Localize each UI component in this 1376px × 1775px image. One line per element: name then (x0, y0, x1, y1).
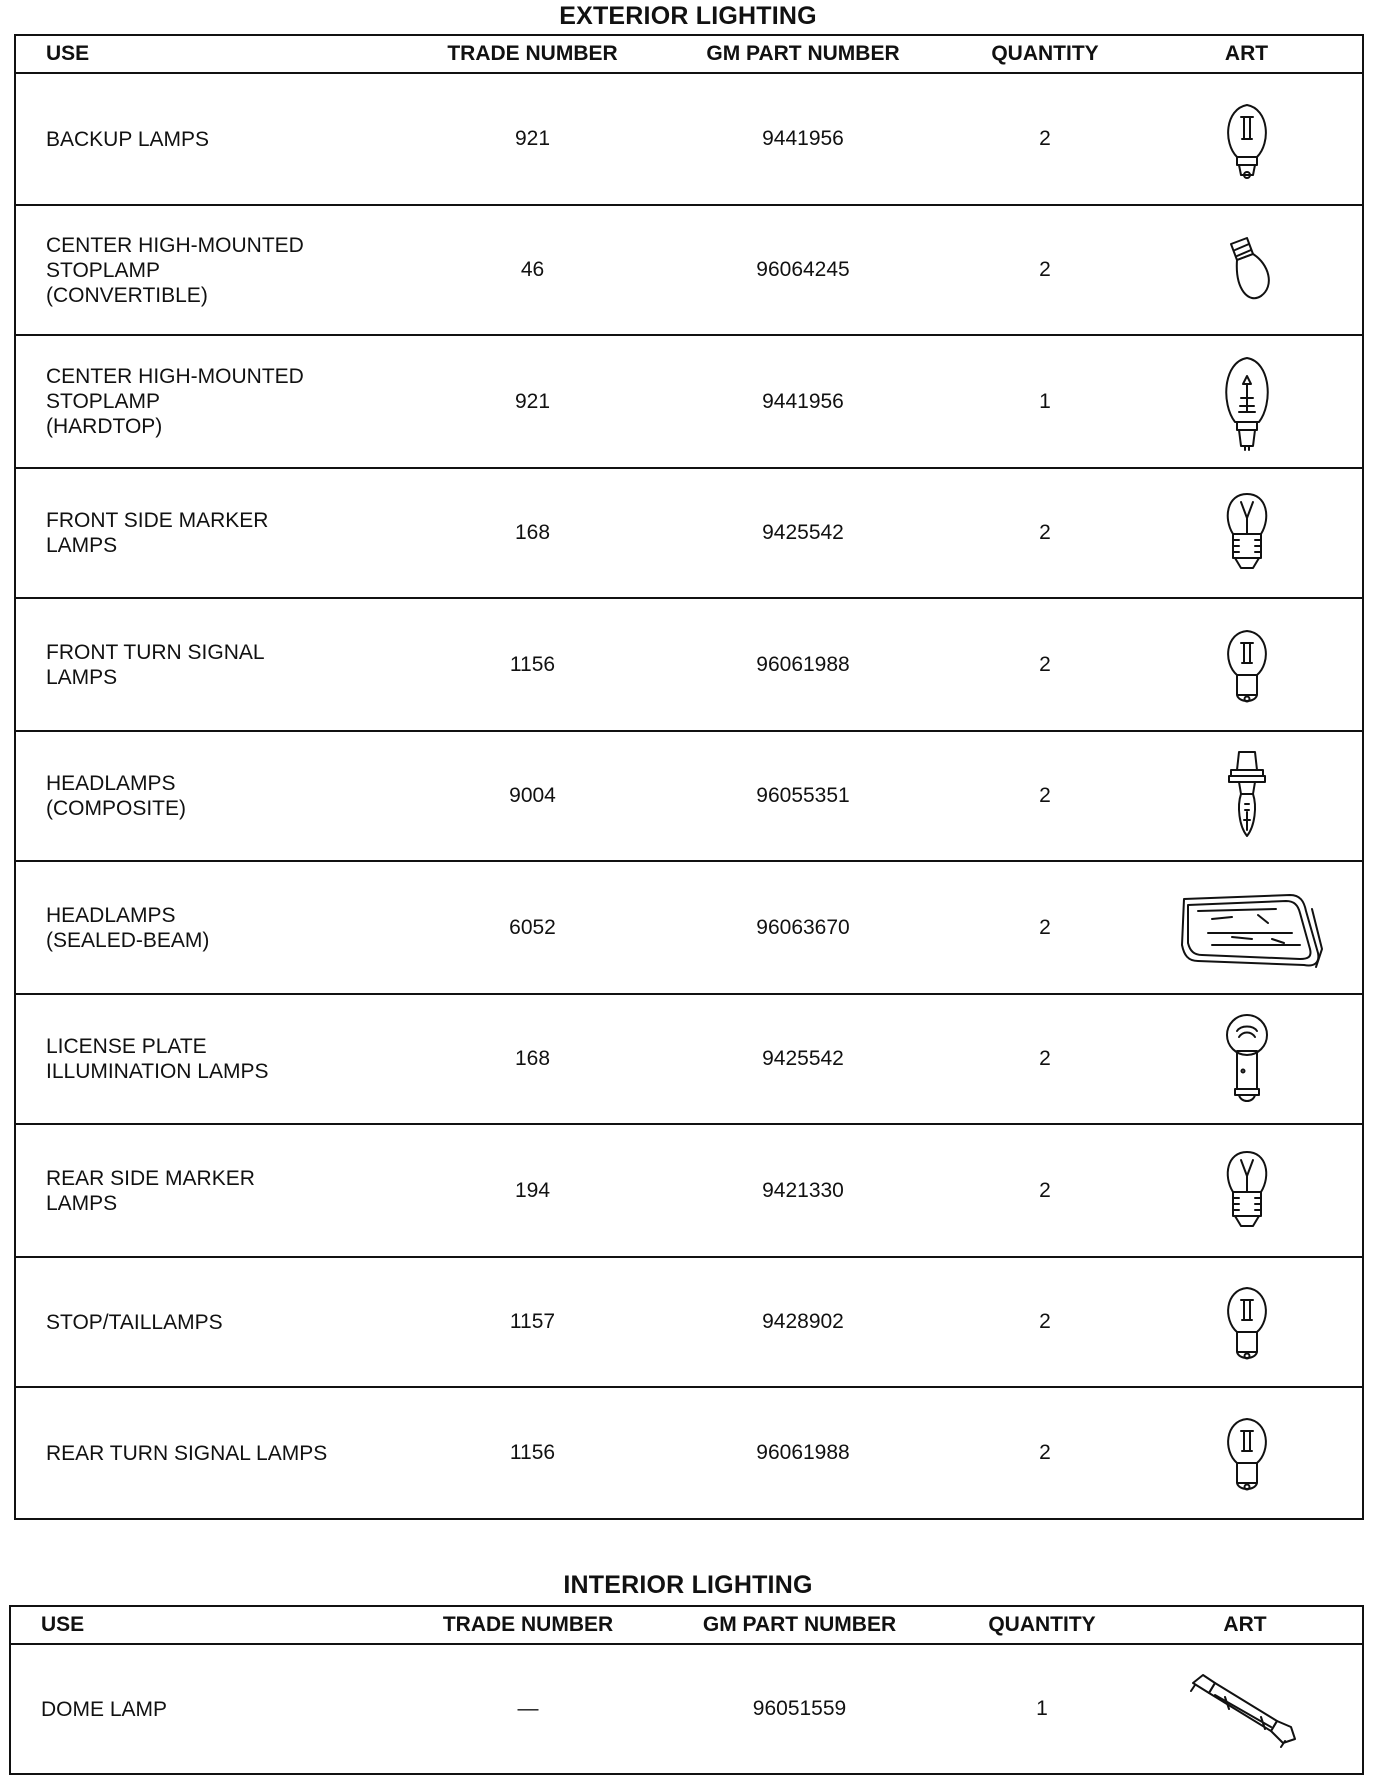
use-line: ILLUMINATION LAMPS (46, 1060, 269, 1083)
cell-use (15, 205, 418, 335)
cell-art (1131, 335, 1363, 468)
cell-quantity: 2 (959, 73, 1131, 205)
cell-gm-part-number: 96063670 (647, 861, 959, 994)
table-row (15, 205, 1363, 335)
use-line: (COMPOSITE) (46, 797, 186, 820)
cell-trade-number: 1156 (418, 598, 647, 731)
cell-trade-number: — (517, 1697, 539, 1720)
use-line: LAMPS (46, 665, 118, 689)
cell-gm-part-number: 96061988 (756, 1441, 850, 1464)
header-use: USE (10, 1606, 413, 1644)
table-row (15, 1124, 1363, 1257)
cell-use (15, 73, 418, 205)
cell-quantity: 1 (1036, 1697, 1048, 1720)
cell-trade-number: 921 (418, 335, 647, 468)
cell-trade-number: 194 (418, 1124, 647, 1257)
table-header-row (10, 1606, 1363, 1644)
header-gm-part-number: GM PART NUMBER (647, 35, 959, 73)
use-line: BACKUP LAMPS (46, 127, 210, 151)
sealed-beam-icon (1172, 883, 1322, 973)
cell-use (15, 1387, 418, 1519)
header-quantity: QUANTITY (959, 35, 1131, 73)
cell-art (1131, 468, 1363, 598)
header-trade-number: TRADE NUMBER (413, 1606, 643, 1644)
use-line: STOPLAMP (46, 390, 160, 413)
cell-quantity: 1 (959, 335, 1131, 468)
cell-use (15, 1257, 418, 1387)
cell-gm-part-number: 9441956 (647, 73, 959, 205)
cell-quantity: 2 (959, 861, 1131, 994)
header-trade-number: TRADE NUMBER (418, 35, 647, 73)
use-line: FRONT SIDE MARKER (46, 509, 269, 532)
table-row (15, 861, 1363, 994)
use-line: STOP/TAILLAMPS (46, 1310, 223, 1334)
header-use: USE (15, 35, 418, 73)
table-row (15, 598, 1363, 731)
cell-use (15, 1124, 418, 1257)
cell-trade-number: 6052 (418, 861, 647, 994)
table-row (15, 468, 1363, 598)
cell-art (1131, 994, 1363, 1124)
cell-trade-number: 1157 (418, 1257, 647, 1387)
table-header-row (15, 35, 1363, 73)
use-line: REAR TURN SIGNAL LAMPS (46, 1441, 328, 1465)
table-row (15, 1257, 1363, 1387)
wedge-bulb-icon (1217, 99, 1277, 179)
use-line: DOME LAMP (41, 1697, 168, 1721)
exterior-lighting-table (14, 34, 1364, 1520)
cell-trade-number: 1156 (509, 1441, 556, 1464)
use-line: (HARDTOP) (46, 415, 163, 438)
table-row (15, 994, 1363, 1124)
use-line: (CONVERTIBLE) (46, 283, 208, 307)
use-line: LAMPS (46, 1191, 118, 1215)
cell-quantity: 2 (959, 598, 1131, 731)
use-line: LICENSE PLATE (46, 1035, 207, 1058)
wedge-bulb-large-icon (1217, 352, 1277, 452)
mini-wedge-bulb-icon (1217, 488, 1277, 578)
cell-quantity: 2 (959, 1124, 1131, 1257)
header-quantity: QUANTITY (956, 1606, 1128, 1644)
table-row (10, 1644, 1363, 1774)
cell-use (15, 598, 418, 731)
cell-quantity: 2 (959, 994, 1131, 1124)
cell-use (15, 335, 418, 468)
table-row (15, 1387, 1363, 1519)
cell-art (1131, 1257, 1363, 1387)
cell-art (1131, 73, 1363, 205)
use-line: HEADLAMPS (46, 772, 176, 795)
use-line: CENTER HIGH-MOUNTED (46, 233, 304, 257)
cell-trade-number: 9004 (418, 731, 647, 861)
cell-art (1131, 1387, 1363, 1519)
cell-quantity: 2 (959, 1257, 1131, 1387)
interior-lighting-title: INTERIOR LIGHTING (563, 1571, 813, 1599)
bayonet-bulb-icon (1217, 625, 1277, 705)
cell-trade-number: 46 (418, 205, 647, 335)
cell-gm-part-number: 9425542 (647, 994, 959, 1124)
use-line: FRONT TURN SIGNAL (46, 640, 265, 664)
use-line: HEADLAMPS (46, 903, 176, 927)
cell-quantity: 2 (1039, 1441, 1051, 1464)
table-row (15, 73, 1363, 205)
cell-gm-part-number: 96064245 (647, 205, 959, 335)
bayonet-bulb-icon (1217, 1282, 1277, 1362)
round-bayonet-bulb-icon (1217, 1009, 1277, 1109)
use-line: REAR SIDE MARKER (46, 1166, 255, 1190)
cell-gm-part-number: 9441956 (647, 335, 959, 468)
cell-quantity: 2 (959, 205, 1131, 335)
header-art: ART (1131, 35, 1363, 73)
mini-wedge-bulb-icon (1217, 1146, 1277, 1236)
cell-quantity: 2 (959, 468, 1131, 598)
cell-trade-number: 921 (418, 73, 647, 205)
cell-trade-number: 168 (418, 468, 647, 598)
cell-gm-part-number: 96061988 (647, 598, 959, 731)
header-art: ART (1128, 1606, 1363, 1644)
halogen-bulb-icon (1217, 746, 1277, 846)
use-line: CENTER HIGH-MOUNTED (46, 365, 304, 388)
table-row (15, 335, 1363, 468)
interior-lighting-table (9, 1605, 1364, 1775)
header-gm-part-number: GM PART NUMBER (643, 1606, 956, 1644)
use-line: LAMPS (46, 534, 118, 557)
cell-gm-part-number: 9428902 (647, 1257, 959, 1387)
table-row (15, 731, 1363, 861)
festoon-bulb-icon (1185, 1669, 1305, 1749)
bayonet-bulb-icon (1217, 1413, 1277, 1493)
cell-use (10, 1644, 413, 1774)
cell-quantity: 2 (959, 731, 1131, 861)
use-line: (SEALED-BEAM) (46, 928, 210, 952)
cell-art (1131, 205, 1363, 335)
cell-trade-number: 168 (418, 994, 647, 1124)
cell-use (15, 468, 418, 598)
cell-art (1131, 861, 1363, 994)
cell-gm-part-number: 96051559 (752, 1697, 847, 1720)
cell-use (15, 994, 418, 1124)
exterior-lighting-title: EXTERIOR LIGHTING (559, 2, 817, 30)
cell-gm-part-number: 9421330 (647, 1124, 959, 1257)
cell-art (1131, 731, 1363, 861)
cell-use (15, 731, 418, 861)
capsule-bulb-icon (1217, 230, 1277, 310)
cell-art (1131, 1124, 1363, 1257)
cell-gm-part-number: 9425542 (647, 468, 959, 598)
use-line: STOPLAMP (46, 258, 160, 282)
cell-gm-part-number: 96055351 (647, 731, 959, 861)
cell-art (1128, 1644, 1363, 1774)
cell-art (1131, 598, 1363, 731)
cell-use (15, 861, 418, 994)
